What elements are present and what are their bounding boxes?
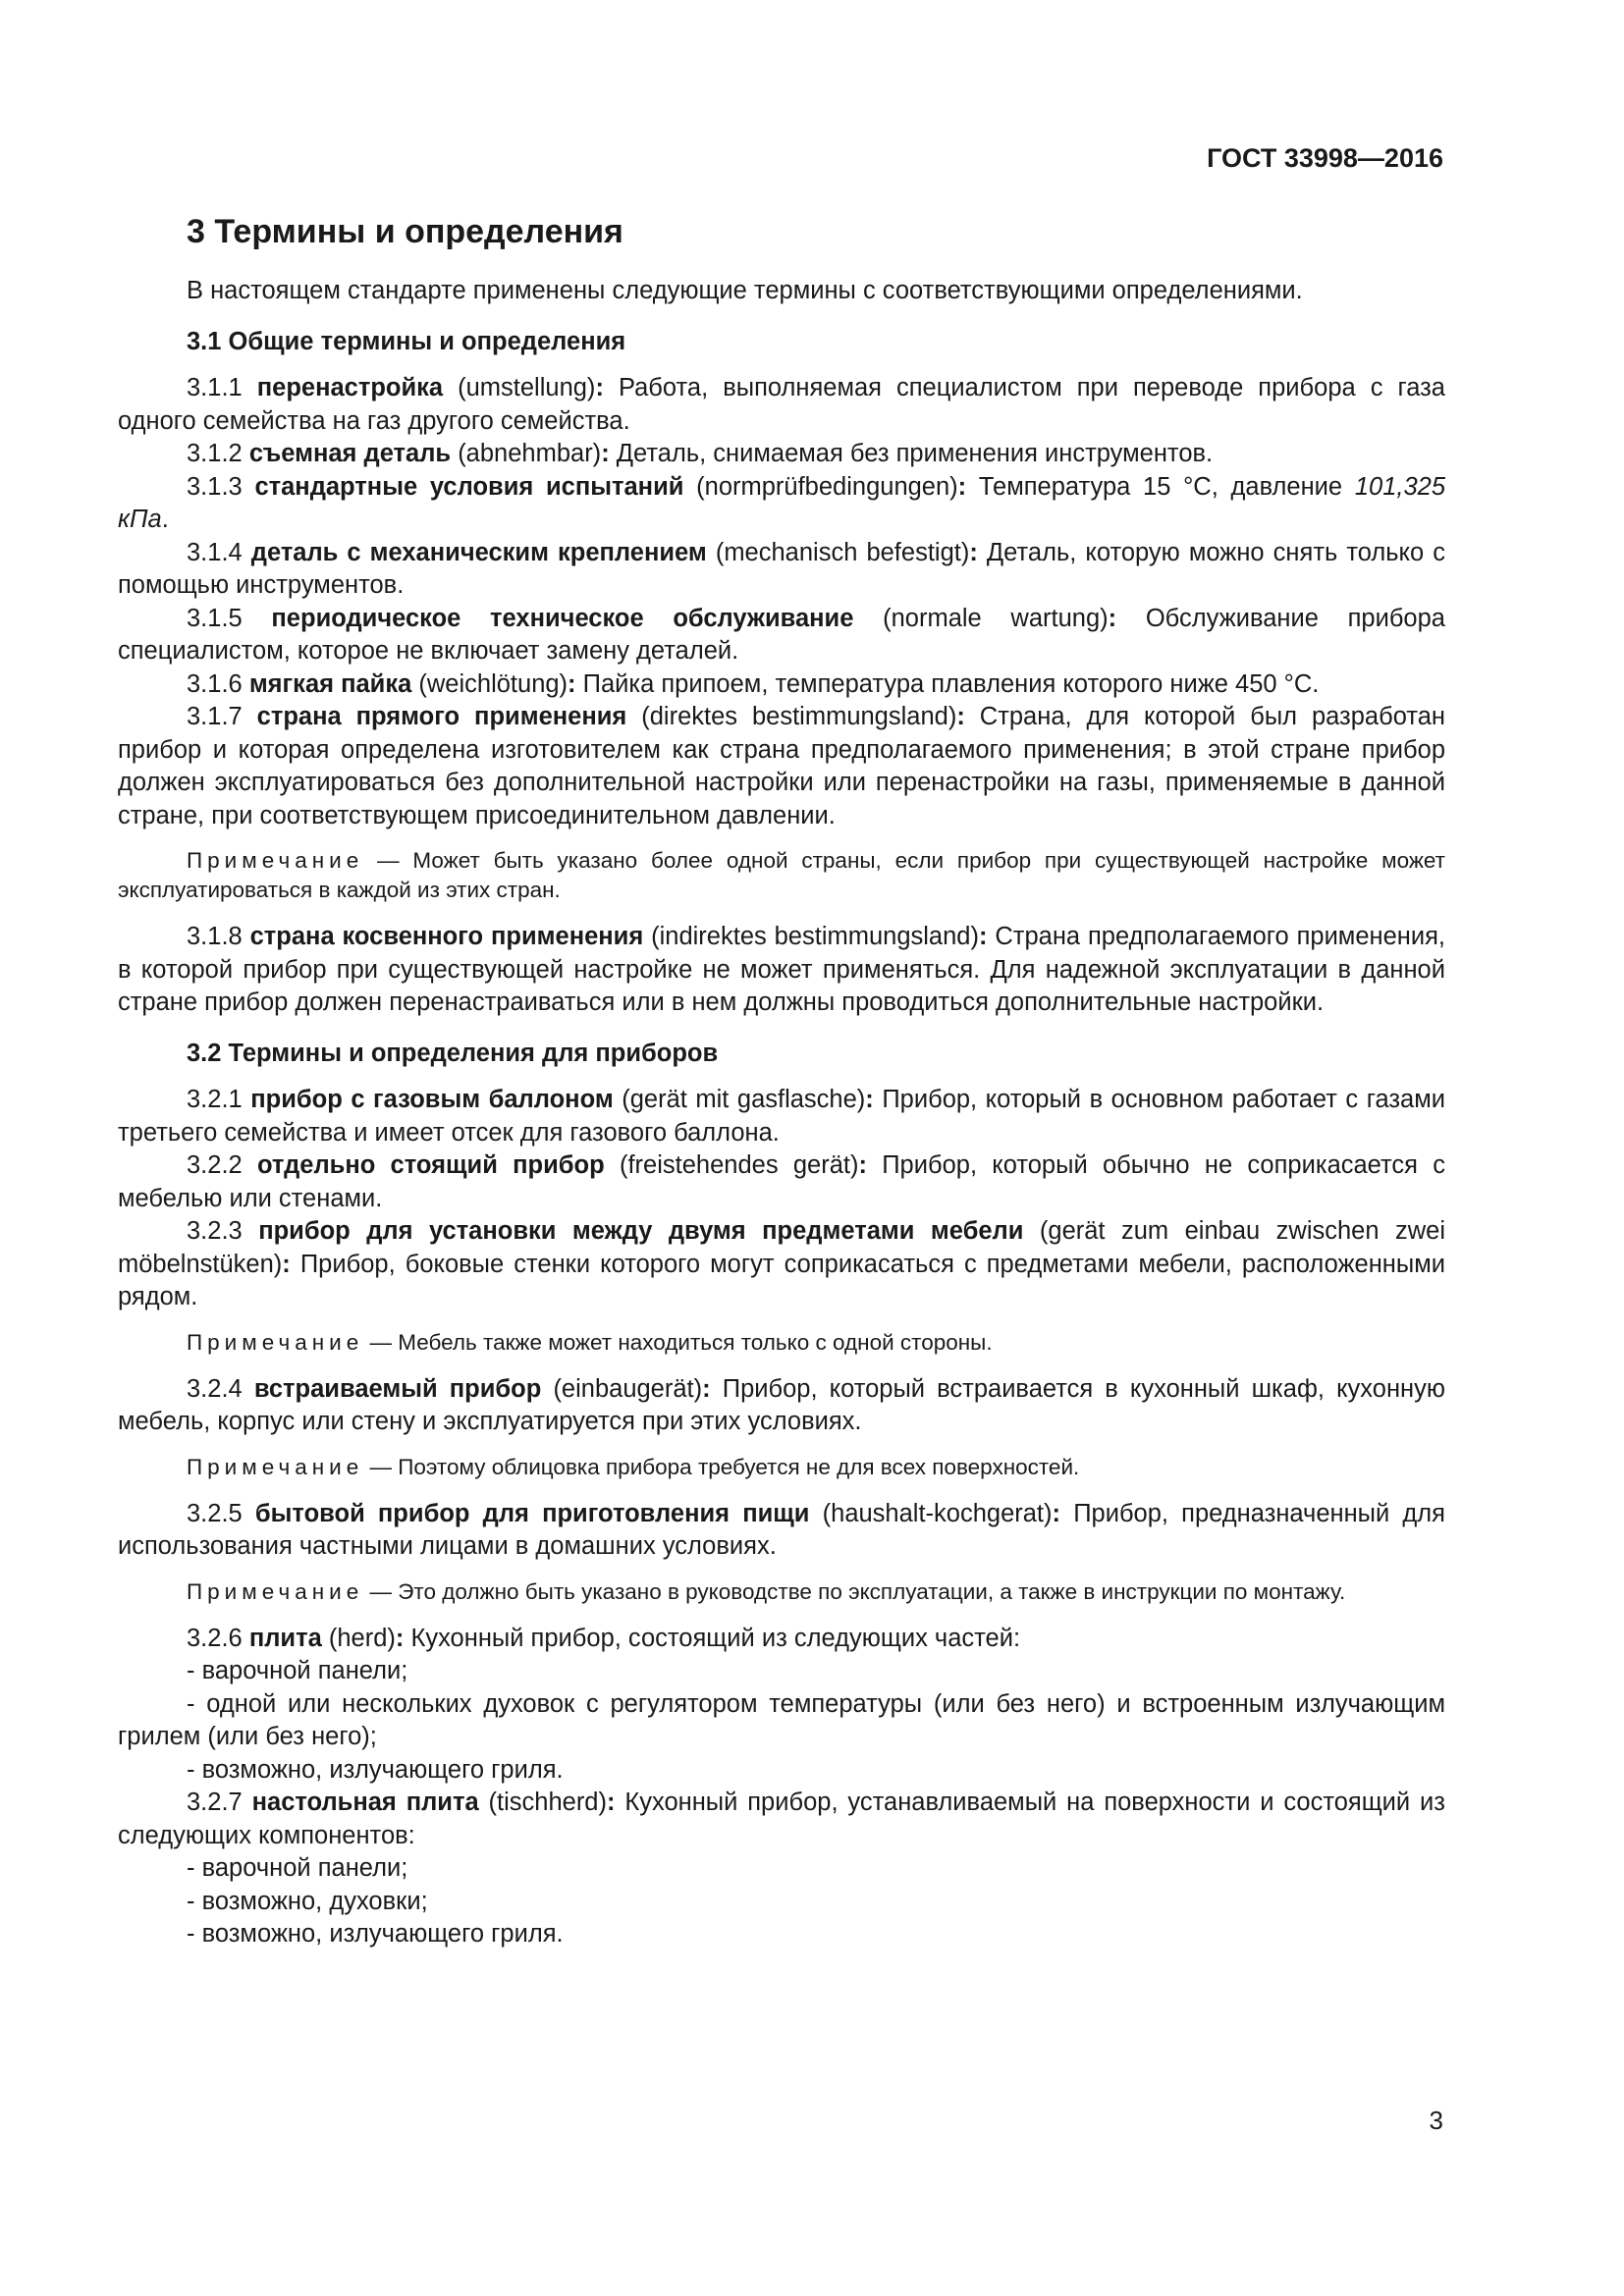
term-3-2-1: 3.2.1 прибор с газовым баллоном (gerät mit gasflasche): Прибор, который в основном работает с газами третьего семейства и имеет отсек для газового баллона. [118, 1086, 1445, 1147]
note-text: — Поэтому облицовка прибора требуется не для всех поверхностей. [369, 1454, 1080, 1479]
note-text: — Это должно быть указано в руководстве по эксплуатации, а также в инструкции по монтажу. [369, 1578, 1346, 1604]
term-name: страна косвенного применения [249, 923, 644, 950]
note-label: Примечание [187, 1329, 364, 1355]
term-name: настольная плита [251, 1789, 479, 1816]
term-name: прибор для установки между двумя предметами мебели [258, 1217, 1024, 1245]
term-name: съемная деталь [248, 440, 452, 467]
note-label: Примечание [187, 1454, 364, 1479]
term-original: (einbaugerät) [553, 1374, 703, 1403]
term-name: отдельно стоящий прибор [256, 1151, 605, 1179]
term-definition: Деталь, снимаемая без применения инструментов. [616, 440, 1214, 467]
term-name: периодическое техническое обслуживание [271, 604, 854, 632]
term-original: (normprüfbedingungen) [696, 472, 958, 501]
term-3-2-6: 3.2.6 плита (herd): Кухонный прибор, состоящий из следующих частей: [187, 1624, 1021, 1652]
term-original: (tischherd) [488, 1789, 607, 1816]
term-3-1-2: 3.1.2 съемная деталь (abnehmbar): Деталь, снимаемая без применения инструментов. [187, 440, 1214, 467]
term-3-1-6: 3.1.6 мягкая пайка (weichlötung): Пайка припоем, температура плавления которого ниже 450 °С. [187, 669, 1320, 698]
section-intro: В настоящем стандарте применены следующие термины с соответствующими определениями. [187, 277, 1303, 304]
term-name: мягкая пайка [248, 669, 412, 698]
term-original: (direktes bestimmungsland) [641, 703, 957, 730]
term-name: встраиваемый прибор [253, 1374, 542, 1403]
term-definition: Пайка припоем, температура плавления которого ниже 450 °С. [582, 669, 1320, 698]
note-3 [118, 1453, 1445, 1482]
term-definition: Работа, выполняемая специалистом при переводе прибора с газа одного семейства на газ другого семейства. [118, 374, 1445, 435]
term-definition: Прибор, боковые стенки которого могут соприкасаться с предметами мебели, расположенными рядом. [118, 1250, 1445, 1310]
term-3-1-1: 3.1.1 перенастройка (umstellung): Работа, выполняемая специалистом при переводе прибора с газа одного семейства на газ другого семейства. [118, 374, 1445, 435]
term-3-2-4: 3.2.4 встраиваемый прибор (einbaugerät): Прибор, который встраивается в кухонный шкаф, кухонную мебель, корпус или стену и эксплуатируется при этих условиях. [118, 1374, 1445, 1435]
term-definition: Деталь, которую можно снять только с помощью инструментов. [118, 538, 1445, 599]
list-item: - возможно, излучающего гриля. [187, 1920, 564, 1948]
note-2 [118, 1328, 1445, 1358]
term-original: (umstellung) [458, 374, 596, 401]
term-original: (gerät mit gasflasche) [622, 1086, 866, 1113]
note-label: Примечание [187, 1578, 364, 1604]
term-definition: Обслуживание прибора специалистом, которое не включает замену деталей. [118, 604, 1445, 665]
term-name: деталь с механическим креплением [250, 538, 707, 566]
term-3-2-5: 3.2.5 бытовой прибор для приготовления пищи (haushalt-kochgerat): Прибор, предназначенный для использования частными лицами в домашних условиях. [118, 1499, 1445, 1560]
term-definition: Страна, для которой был разработан прибор и которая определена изготовителем как страна предполагаемого применения; в этой стране прибор должен эксплуатироваться без дополнительной настройки или перенастройки на газы, применяемые в данной стране, при соответствующем присоединительном давлении. [118, 703, 1445, 829]
term-original: (gerät zum einbau zwischen zwei möbelnstüken) [118, 1217, 1446, 1278]
term-3-1-4: 3.1.4 деталь с механическим креплением (mechanisch befestigt): Деталь, которую можно снять только с помощью инструментов. [118, 538, 1445, 599]
term-3-1-8: 3.1.8 страна косвенного применения (indirektes bestimmungsland): Страна предполагаемого применения, в которой прибор при существующей настройке не может применяться. Для надежной эксплуатации в данной стране прибор должен перенастраиваться или в нем должны проводиться дополнительные настройки. [118, 923, 1446, 1016]
term-original: (indirektes bestimmungsland) [651, 923, 979, 950]
term-definition: Страна предполагаемого применения, в которой прибор при существующей настройке не может применяться. Для надежной эксплуатации в данной стране прибор должен перенастраиваться или в нем должны проводиться дополнительные настройки. [118, 923, 1446, 1016]
term-name: бытовой прибор для приготовления пищи [254, 1499, 810, 1527]
list-item: - возможно, излучающего гриля. [187, 1755, 564, 1784]
term-definition: Прибор, который в основном работает с газами третьего семейства и имеет отсек для газового баллона. [118, 1086, 1445, 1147]
term-original: (mechanisch befestigt) [715, 538, 970, 566]
term-3-1-3: 3.1.3 стандартные условия испытаний (normprüfbedingungen): Температура 15 °С, давление 101,325 кПа. [118, 472, 1446, 533]
note-text: — Может быть указано более одной страны, если прибор при существующей настройке может эксплуатироваться в каждой из этих стран. [118, 848, 1445, 902]
term-3-1-7: 3.1.7 страна прямого применения (direktes bestimmungsland): Страна, для которой был разработан прибор и которая определена изготовителем как страна предполагаемого применения; в этой стране прибор должен эксплуатироваться без дополнительной настройки или перенастройки на газы, применяемые в данной стране, при соответствующем присоединительном давлении. [118, 703, 1445, 829]
list-item: - варочной панели; [187, 1657, 408, 1684]
term-name: стандартные условия испытаний [254, 472, 684, 501]
term-3-2-2: 3.2.2 отдельно стоящий прибор (freistehendes gerät): Прибор, который обычно не соприкасается с мебелью или стенами. [118, 1151, 1445, 1212]
term-definition: Прибор, предназначенный для использования частными лицами в домашних условиях. [118, 1499, 1445, 1560]
term-definition: Прибор, который встраивается в кухонный шкаф, кухонную мебель, корпус или стену и эксплуатируется при этих условиях. [118, 1374, 1445, 1435]
section-title: 3 Термины и определения [187, 213, 623, 250]
list-item: - возможно, духовки; [187, 1887, 428, 1915]
note-label: Примечание [187, 848, 364, 873]
term-3-2-3: 3.2.3 прибор для установки между двумя предметами мебели (gerät zum einbau zwischen zwei möbelnstüken): Прибор, боковые стенки которого могут соприкасаться с предметами мебели, расположенными рядом. [118, 1217, 1446, 1310]
document-code: ГОСТ 33998—2016 [1207, 143, 1443, 173]
pressure-value: 101,325 кПа [118, 472, 1446, 533]
term-original: (haushalt-kochgerat) [822, 1499, 1053, 1527]
term-original: (herd) [328, 1624, 396, 1652]
subsection-title-3-2: 3.2 Термины и определения для приборов [187, 1039, 719, 1067]
term-original: (normale wartung) [883, 604, 1109, 632]
term-name: перенастройка [256, 374, 444, 401]
term-name: страна прямого применения [256, 703, 627, 730]
note-1 [118, 846, 1445, 905]
list-item: - варочной панели; [187, 1854, 408, 1882]
term-3-2-7: 3.2.7 настольная плита (tischherd): Кухонный прибор, устанавливаемый на поверхности и состоящий из следующих компонентов: [118, 1789, 1445, 1849]
term-original: (weichlötung) [418, 669, 568, 698]
page-number: 3 [1429, 2106, 1443, 2135]
term-name: плита [248, 1624, 322, 1652]
term-definition: Прибор, который обычно не соприкасается с мебелью или стенами. [118, 1151, 1445, 1212]
term-original: (abnehmbar) [458, 440, 602, 467]
note-text: — Мебель также может находиться только с одной стороны. [369, 1329, 993, 1355]
term-3-1-5: 3.1.5 периодическое техническое обслуживание (normale wartung): Обслуживание прибора специалистом, которое не включает замену деталей. [118, 604, 1445, 665]
term-definition: Кухонный прибор, устанавливаемый на поверхности и состоящий из следующих компонентов: [118, 1789, 1445, 1849]
term-definition: Температура 15 °С, давление [978, 472, 1343, 501]
subsection-title-3-1: 3.1 Общие термины и определения [187, 327, 626, 355]
term-original: (freistehendes gerät) [619, 1151, 859, 1179]
term-definition: Кухонный прибор, состоящий из следующих частей: [410, 1624, 1021, 1652]
list-item: - одной или нескольких духовок с регулятором температуры (или без него) и встроенным излучающим грилем (или без него); [118, 1689, 1445, 1750]
term-name: прибор с газовым баллоном [250, 1086, 614, 1113]
note-4 [118, 1577, 1445, 1607]
document-content [118, 210, 1445, 1951]
